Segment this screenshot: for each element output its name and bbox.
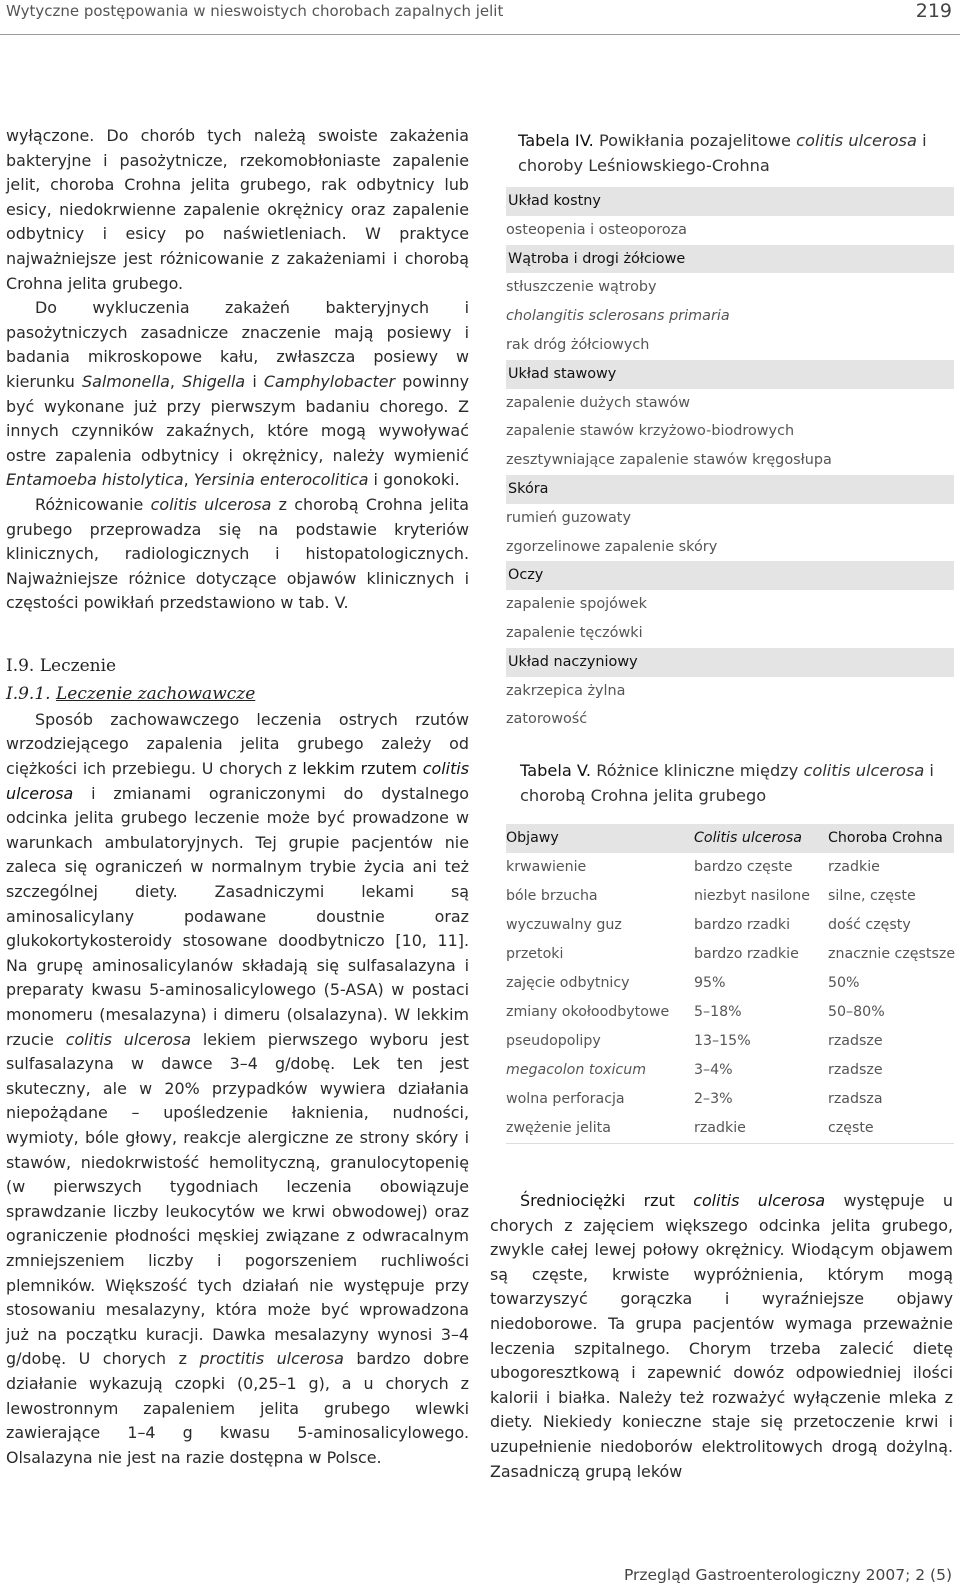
text-run: występuje u chorych z zajęciem większego odcinka jelita grubego, zwykle całej lewej połowy okrężnicy. Wiodącym objawem są częste, krwiste wypróżnienia, którym mogą towarzyszyć gorączka i wyraźniejsze objawy niedoborowe. Ta grupa pacjentów wymaga przeważnie leczenia szpitalnego. Chorym trzeba zalecić dietę ubogoresztkową i zapewnić dowóz odpowiedniej ilości kalorii i białka. Należy też rozważyć wyłączenie mleka z diety. Niekiedy konieczne staje się przetoczenie krwi i uzupełnienie niedoborów elektrolitowych drogą dożylną. Zasadniczą grupą leków [490, 1191, 953, 1481]
text-run: , [183, 470, 194, 490]
table-5-cell: 50% [828, 975, 860, 991]
table-5-cell: częste [828, 1120, 874, 1136]
table-5-row [506, 911, 954, 940]
table-5-row [506, 1027, 954, 1056]
table-5-header-cell: Choroba Crohna [828, 830, 943, 846]
running-header [0, 0, 960, 35]
text-run-italic: Entamoeba histolytica [6, 470, 184, 490]
table-4-row: osteopenia i osteoporoza [506, 221, 687, 238]
section-number: I.9. [6, 655, 35, 676]
table-5-cell: rzadkie [694, 1120, 746, 1136]
subsection-number: I.9.1. [6, 683, 51, 704]
paragraph-1: wyłączone. Do chorób tych należą swoiste zakażenia bakteryjne i pasożytnicze, rzekomobłoniaste zapalenie jelit, choroba Crohna jelita grubego, rak odbytnicy lub esicy, niedokrwienne zapalenie okrężnicy oraz zapalenie odbytnicy i esicy po naświetleniach. W praktyce najważniejsze jest różnicowanie z zakażeniami i chorobą Crohna jelita grubego. [6, 126, 469, 293]
text-run-emphasis: Średniociężki rzut [520, 1191, 694, 1210]
table-4-row: rumień guzowaty [506, 509, 631, 526]
table-5-cell: 2–3% [694, 1091, 733, 1107]
table-5-cell: bardzo rzadki [694, 917, 791, 933]
text-run-italic: Salmonella [82, 371, 170, 391]
page-number: 219 [915, 0, 952, 22]
table-5-row [506, 1056, 954, 1085]
table-5-cell: wyczuwalny guz [506, 917, 622, 933]
table-5-cell: bardzo częste [694, 859, 793, 875]
table-5-cell: 95% [694, 975, 726, 991]
text-run-italic: colitis ulcerosa [150, 494, 272, 514]
table-4-row: zatorowość [506, 711, 588, 728]
table-4-row: zesztywniające zapalenie stawów kręgosłupa [506, 452, 832, 469]
table-5-cell: niezbyt nasilone [694, 888, 810, 904]
table-4-row: zapalenie stawów krzyżowo-biodrowych [506, 423, 795, 440]
table-4-group-header: Skóra [506, 475, 954, 504]
table-5 [506, 824, 954, 1144]
table-4-row: zapalenie dużych stawów [506, 394, 690, 411]
table-4-group-header: Układ stawowy [506, 360, 954, 389]
table-5-cell: 5–18% [694, 1004, 742, 1020]
table-4-row: stłuszczenie wątroby [506, 279, 657, 296]
text-run: lekiem pierwszego wyboru jest sulfasalazyna w dawce 3–4 g/dobę. Lek ten jest skuteczny, ale w 20% przypadków wywiera działania niepożądane – upośledzenie łaknienia, nudności, wymioty, bóle głowy, reakcje alergiczne ze strony skóry i stawów, niedokrwistość hemolityczną, granulocytopenię (w pierwszych tygodniach leczenia obowiązuje sprawdzanie liczby leukocytów we krwi obwodowej) oraz ograniczenie płodności męskiej związane z odwracalnym zmniejszeniem liczby i pogorszeniem ruchliwości plemników. Większość tych działań nie występuje przy stosowaniu mesalazyny, która może być wprowadzona już na początku kuracji. Dawka mesalazyny wynosi 3–4 g/dobę. U chorych z [6, 1029, 469, 1369]
table-5-cell: bóle brzucha [506, 888, 598, 904]
text-run-italic: colitis ulcerosa [796, 131, 917, 150]
table-4-group-header: Układ naczyniowy [506, 648, 954, 677]
paragraph-3 [6, 493, 469, 616]
text-run-emphasis-italic: colitis ulcerosa [693, 1191, 826, 1210]
text-run: , [169, 371, 183, 391]
right-column [490, 1189, 953, 1484]
running-title: Wytyczne postępowania w nieswoistych chorobach zapalnych jelit [6, 2, 504, 20]
text-run: bardzo dobre działanie wykazują czopki (0,25–1 g), a u chorych z lewostronnym zapaleniem jelita grubego wlewki zawierające 1–4 g kwasu 5-aminosalicylowego. Olsalazyna nie jest na razie dostępna w Polsce. [6, 1349, 469, 1467]
table-5-cell: rzadsze [828, 1062, 883, 1078]
table-5-cell: rzadkie [828, 859, 880, 875]
table-5-cell: megacolon toxicum [506, 1062, 647, 1078]
table-5-cell: 3–4% [694, 1062, 733, 1078]
table-5-cell: zajęcie odbytnicy [506, 975, 630, 991]
table-5-cell: przetoki [506, 946, 564, 962]
table-5-cell: rzadsze [828, 1033, 883, 1049]
journal-footer: Przegląd Gastroenterologiczny 2007; 2 (5) [623, 1566, 952, 1584]
table-4-row: zakrzepica żylna [506, 682, 626, 699]
text-run: i gonokoki. [368, 470, 460, 490]
table-4-group-header: Oczy [506, 561, 954, 590]
table-5-row [506, 853, 954, 882]
text-run: i chorobą Crohna jelita grubego [520, 761, 934, 805]
table-5-label: Tabela V. [520, 761, 592, 780]
table-5-cell: 50–80% [828, 1004, 885, 1020]
text-run: Różnice kliniczne między [591, 761, 804, 780]
table-5-row [506, 969, 954, 998]
text-run: Różnicowanie [35, 494, 151, 514]
table-4-row: zapalenie tęczówki [506, 624, 643, 641]
table-5-header-row [506, 824, 954, 853]
subsection-title: Leczenie zachowawcze [55, 683, 256, 704]
table-5-cell: silne, częste [828, 888, 916, 904]
table-5-row [506, 882, 954, 911]
text-run: i choroby Leśniowskiego-Crohna [518, 131, 927, 175]
table-5-cell: 13–15% [694, 1033, 751, 1049]
text-run: z chorobą Crohna jelita grubego przeprowadza się na podstawie kryteriów klinicznych, radiologicznych i histopatologicznych. Najważniejsze różnice dotyczące objawów klinicznych i częstości powikłań przedstawiono w tab. V. [6, 494, 469, 613]
text-run-italic: Shigella [182, 371, 246, 391]
table-5-cell: znacznie częstsze [828, 946, 956, 962]
table-5-caption [520, 758, 940, 808]
text-run: i [245, 371, 264, 391]
table-4-group-header: Układ kostny [506, 187, 954, 216]
table-4-group-header: Wątroba i drogi żółciowe [506, 245, 954, 274]
text-run-italic: Camphylobacter [263, 371, 396, 391]
table-5-cell: zmiany okołoodbytowe [506, 1004, 670, 1020]
paragraph-right [490, 1189, 953, 1484]
table-5-row [506, 940, 954, 969]
text-run-italic: colitis ulcerosa [803, 761, 925, 780]
subsection-heading [6, 680, 469, 708]
text-run-emphasis: lekkim rzutem [302, 759, 423, 779]
table-5-header-cell: Objawy [506, 830, 559, 846]
table-4-row: zgorzelinowe zapalenie skóry [506, 538, 718, 555]
table-5-header-cell: Colitis ulcerosa [694, 830, 802, 846]
table-5-cell: dość częsty [828, 917, 911, 933]
text-run-italic: Yersinia enterocolitica [193, 470, 369, 490]
text-run: Sposób zachowawczego leczenia ostrych rzutów wrzodziejącego zapalenia jelita grubego zależy od ciężkości ich przebiegu. U chorych z [6, 709, 469, 779]
text-run-italic: colitis ulcerosa [65, 1029, 192, 1049]
table-5-cell: wolna perforacja [506, 1091, 625, 1107]
text-run: i zmianami ograniczonymi do dystalnego odcinka jelita grubego leczenie może być prowadzone w warunkach ambulatoryjnych. Tej grupie pacjentów nie zaleca się ograniczeń w normalnym trybie życia ani też szczególnej diety. Zasadniczymi lekami są aminosalicylany podawane doustnie oraz glukokortykosteroidy stosowane doodbytniczo [10, 11]. Na grupę aminosalicylanów składają się sulfasalazyna i preparaty kwasu 5-aminosalicylowego (5-ASA) w postaci monomeru (mesalazyna) i dimeru (olsalazyna). W lekkim rzucie [6, 783, 469, 1049]
text-run: powinny być wykonane już przy pierwszym badaniu chorego. Z innych czynników zakaźnych, które mogą wywoływać ostre zapalenia odbytnicy i okrężnicy, należy wymienić [6, 371, 469, 465]
section-heading [6, 652, 469, 680]
table-4-row: zapalenie spojówek [506, 596, 647, 613]
text-run: Powikłania pozajelitowe [593, 131, 797, 150]
table-5-cell: rzadsza [828, 1091, 883, 1107]
table-4-row: cholangitis sclerosans primaria [506, 308, 730, 325]
table-4-label: Tabela IV. [518, 131, 594, 150]
table-5-row [506, 1085, 954, 1114]
section-title: Leczenie [39, 655, 117, 676]
text-run-emphasis-italic: colitis ulcerosa [6, 759, 469, 803]
table-5-row [506, 1114, 954, 1144]
table-4 [506, 187, 954, 734]
table-4-row: rak dróg żółciowych [506, 336, 650, 353]
paragraph-4 [6, 708, 469, 1470]
table-5-cell: zwężenie jelita [506, 1120, 611, 1136]
paragraph-2 [6, 296, 469, 493]
text-run: Do wykluczenia zakażeń bakteryjnych i pasożytniczych zasadnicze znaczenie mają posiewy i badania mikroskopowe kału, zwłaszcza posiewy w kierunku [6, 298, 469, 391]
table-5-row [506, 998, 954, 1027]
table-5-cell: bardzo rzadkie [694, 946, 799, 962]
text-run-italic: proctitis ulcerosa [199, 1349, 344, 1369]
table-4-caption [518, 128, 938, 178]
table-5-cell: pseudopolipy [506, 1033, 601, 1049]
table-5-cell: krwawienie [506, 859, 587, 875]
left-column [6, 124, 469, 1470]
